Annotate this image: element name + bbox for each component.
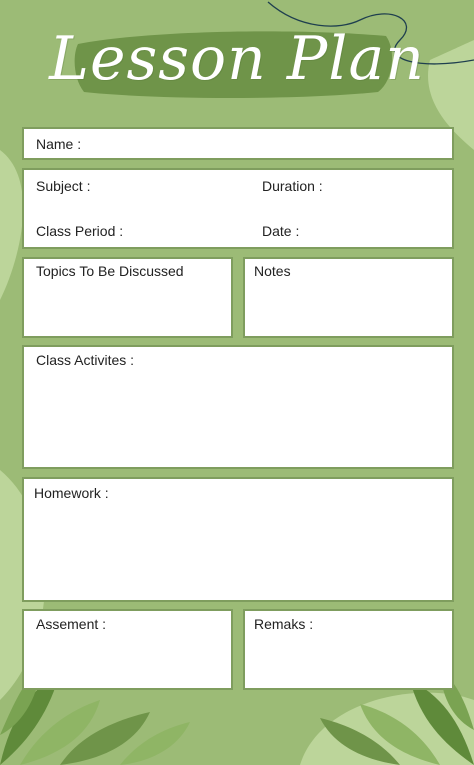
name-label: Name : <box>36 136 82 152</box>
homework-box[interactable] <box>22 477 454 602</box>
assessment-box[interactable] <box>22 609 233 690</box>
left-light-blob <box>0 150 23 300</box>
class-activities-label: Class Activites : <box>36 352 135 368</box>
topics-label: Topics To Be Discussed <box>36 263 184 279</box>
name-box[interactable] <box>22 127 454 160</box>
details-box[interactable] <box>22 168 454 249</box>
duration-label: Duration : <box>262 178 323 194</box>
notes-label: Notes <box>254 263 291 279</box>
class-period-label: Class Period : <box>36 223 124 239</box>
class-activities-box[interactable] <box>22 345 454 469</box>
assessment-label: Assement : <box>36 616 107 632</box>
remarks-label: Remaks : <box>254 616 314 632</box>
date-label: Date : <box>262 223 300 239</box>
subject-label: Subject : <box>36 178 91 194</box>
homework-label: Homework : <box>34 485 109 501</box>
notes-box[interactable] <box>243 257 454 338</box>
topics-box[interactable] <box>22 257 233 338</box>
title-area <box>0 0 474 120</box>
page-title: Lesson Plan <box>49 24 425 94</box>
remarks-box[interactable] <box>243 609 454 690</box>
